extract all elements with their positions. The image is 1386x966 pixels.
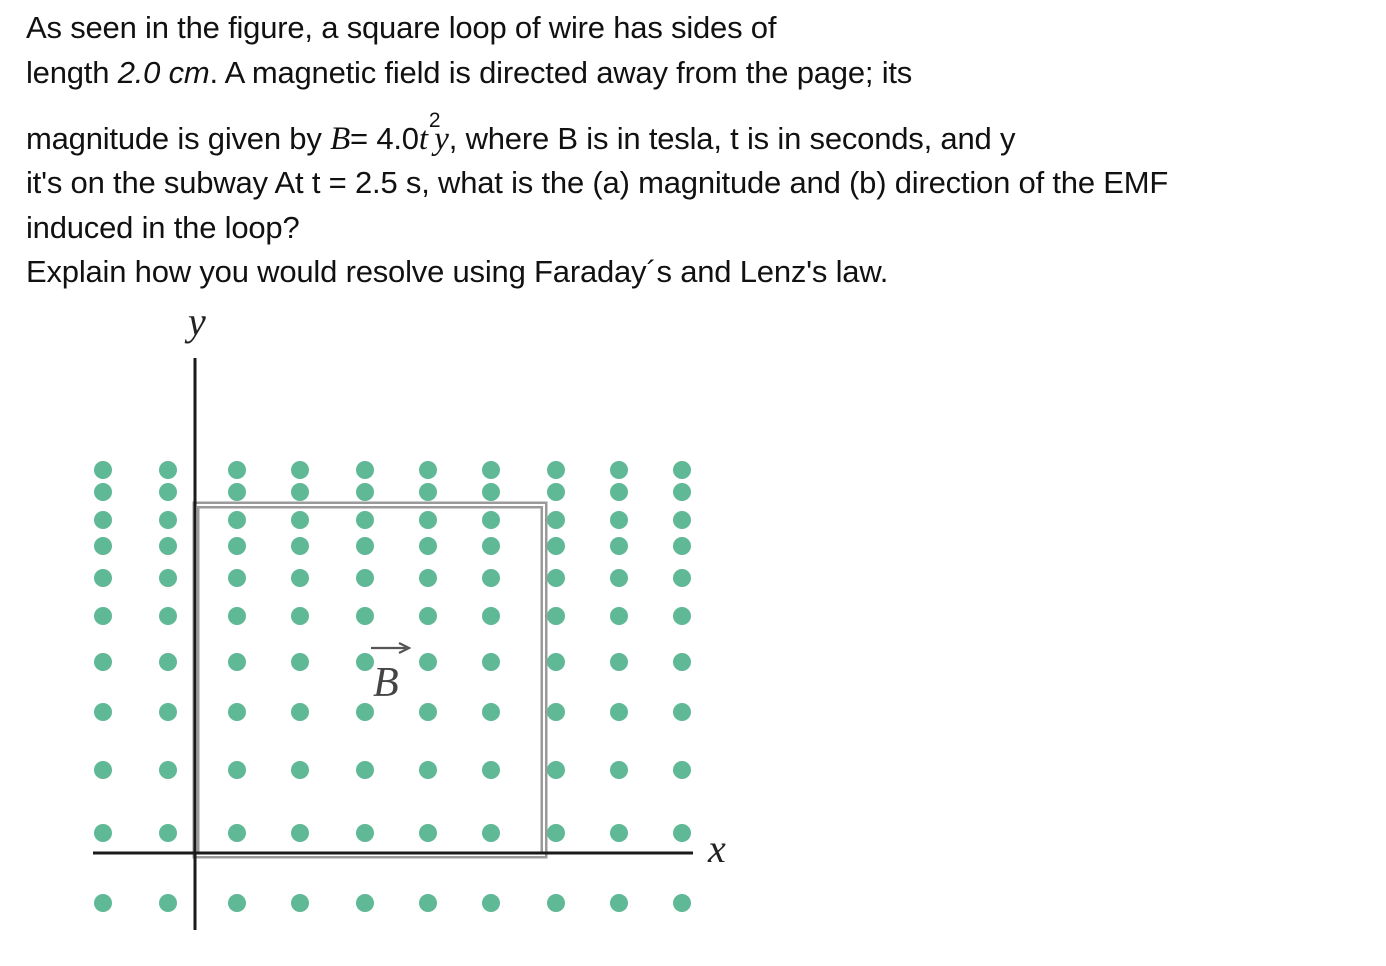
field-dot	[291, 653, 309, 671]
problem-line-6: Explain how you would resolve using Faraday´s and Lenz's law.	[26, 254, 889, 289]
formula-y: y	[434, 121, 449, 157]
field-dot	[547, 761, 565, 779]
field-dot	[356, 703, 374, 721]
field-dot	[228, 461, 246, 479]
field-dot	[159, 607, 177, 625]
field-dot	[482, 461, 500, 479]
field-dot	[291, 607, 309, 625]
field-dot	[356, 607, 374, 625]
field-dot	[159, 483, 177, 501]
field-dot	[159, 653, 177, 671]
field-dot	[610, 761, 628, 779]
field-dot	[356, 761, 374, 779]
field-dot	[228, 703, 246, 721]
field-dot	[610, 703, 628, 721]
field-dot	[94, 607, 112, 625]
problem-line-4: it's on the subway At t = 2.5 s, what is the (a) magnitude and (b) direction of the EMF	[26, 165, 1169, 200]
field-dot	[419, 761, 437, 779]
field-dot	[159, 569, 177, 587]
field-dot	[159, 761, 177, 779]
field-dot	[94, 653, 112, 671]
formula-t: t	[418, 121, 428, 157]
field-dot	[610, 537, 628, 555]
field-dot	[419, 653, 437, 671]
field-dot	[482, 607, 500, 625]
field-dot	[159, 894, 177, 912]
field-dot	[673, 824, 691, 842]
field-dot	[291, 703, 309, 721]
field-dot	[228, 761, 246, 779]
field-dot	[547, 607, 565, 625]
field-dot	[356, 537, 374, 555]
y-axis-label: y	[188, 299, 206, 344]
field-dot	[673, 894, 691, 912]
wire-loop-inner	[196, 505, 544, 855]
field-dot	[673, 537, 691, 555]
field-dot	[159, 824, 177, 842]
field-dot	[291, 894, 309, 912]
field-dot	[228, 607, 246, 625]
problem-line-1: As seen in the figure, a square loop of wire has sides of	[26, 10, 777, 45]
field-dot	[228, 569, 246, 587]
field-dot	[610, 653, 628, 671]
field-dot	[159, 703, 177, 721]
field-dot	[419, 461, 437, 479]
field-dot	[482, 483, 500, 501]
field-dot	[547, 824, 565, 842]
field-dot	[94, 461, 112, 479]
field-dot	[547, 483, 565, 501]
field-dot	[94, 894, 112, 912]
field-dot	[547, 894, 565, 912]
field-dot	[547, 511, 565, 529]
field-dot	[610, 511, 628, 529]
field-dot	[159, 511, 177, 529]
field-dot	[610, 894, 628, 912]
field-dot	[610, 607, 628, 625]
field-dot	[94, 569, 112, 587]
field-dot	[228, 511, 246, 529]
field-dot	[419, 607, 437, 625]
field-dot	[356, 824, 374, 842]
field-dot	[482, 537, 500, 555]
field-dot	[482, 761, 500, 779]
field-dot	[291, 511, 309, 529]
field-dot	[291, 537, 309, 555]
field-dot	[356, 894, 374, 912]
field-dot	[228, 483, 246, 501]
field-dot	[94, 537, 112, 555]
field-dot	[94, 824, 112, 842]
field-dot	[547, 461, 565, 479]
line3-before: magnitude is given by	[26, 121, 331, 156]
field-dot	[419, 537, 437, 555]
field-dot	[419, 894, 437, 912]
field-dot	[610, 483, 628, 501]
field-dot	[94, 511, 112, 529]
field-dot	[159, 537, 177, 555]
x-axis-label: x	[708, 826, 726, 871]
field-dot	[356, 511, 374, 529]
line3-after: , where B is in tesla, t is in seconds, and y	[448, 121, 1016, 156]
field-dot	[547, 653, 565, 671]
field-dot	[356, 461, 374, 479]
field-dot	[291, 761, 309, 779]
field-dot	[673, 461, 691, 479]
field-dot	[482, 511, 500, 529]
field-dot	[610, 824, 628, 842]
field-dot	[673, 511, 691, 529]
field-dot	[673, 569, 691, 587]
field-dot	[291, 824, 309, 842]
field-dot	[482, 824, 500, 842]
field-dot	[610, 461, 628, 479]
field-dot	[673, 703, 691, 721]
field-dot	[291, 461, 309, 479]
field-dot	[356, 483, 374, 501]
field-dot	[356, 569, 374, 587]
field-dot	[94, 703, 112, 721]
field-dot	[547, 569, 565, 587]
line2-after: . A magnetic field is directed away from the page; its	[209, 54, 913, 90]
field-dot	[94, 483, 112, 501]
field-dot	[547, 703, 565, 721]
field-dot	[94, 761, 112, 779]
wire-loop-outer	[196, 505, 544, 855]
field-label: B	[373, 660, 399, 706]
field-dot	[673, 607, 691, 625]
field-dot	[228, 824, 246, 842]
field-vector-label	[371, 643, 409, 706]
field-dot	[419, 569, 437, 587]
field-dot	[673, 761, 691, 779]
field-dot	[291, 569, 309, 587]
field-dot	[356, 653, 374, 671]
problem-line-5: induced in the loop?	[26, 209, 300, 245]
field-dot	[482, 894, 500, 912]
field-dot	[291, 483, 309, 501]
field-dot	[547, 537, 565, 555]
side-length: 2.0 cm	[117, 54, 210, 90]
field-dot	[228, 653, 246, 671]
formula-exponent: 2	[428, 109, 441, 132]
field-dot	[482, 653, 500, 671]
field-dot	[419, 511, 437, 529]
field-dot	[482, 569, 500, 587]
field-dot	[419, 483, 437, 501]
formula-coefficient: = 4.0	[350, 121, 419, 156]
field-dot	[482, 703, 500, 721]
field-dot	[159, 461, 177, 479]
line2-before: length	[26, 54, 118, 90]
field-dot	[419, 703, 437, 721]
field-dot	[610, 569, 628, 587]
field-dot	[228, 894, 246, 912]
field-dot	[419, 824, 437, 842]
field-dot	[228, 537, 246, 555]
formula-B: B	[330, 121, 351, 157]
field-dot	[673, 483, 691, 501]
field-dot	[673, 653, 691, 671]
